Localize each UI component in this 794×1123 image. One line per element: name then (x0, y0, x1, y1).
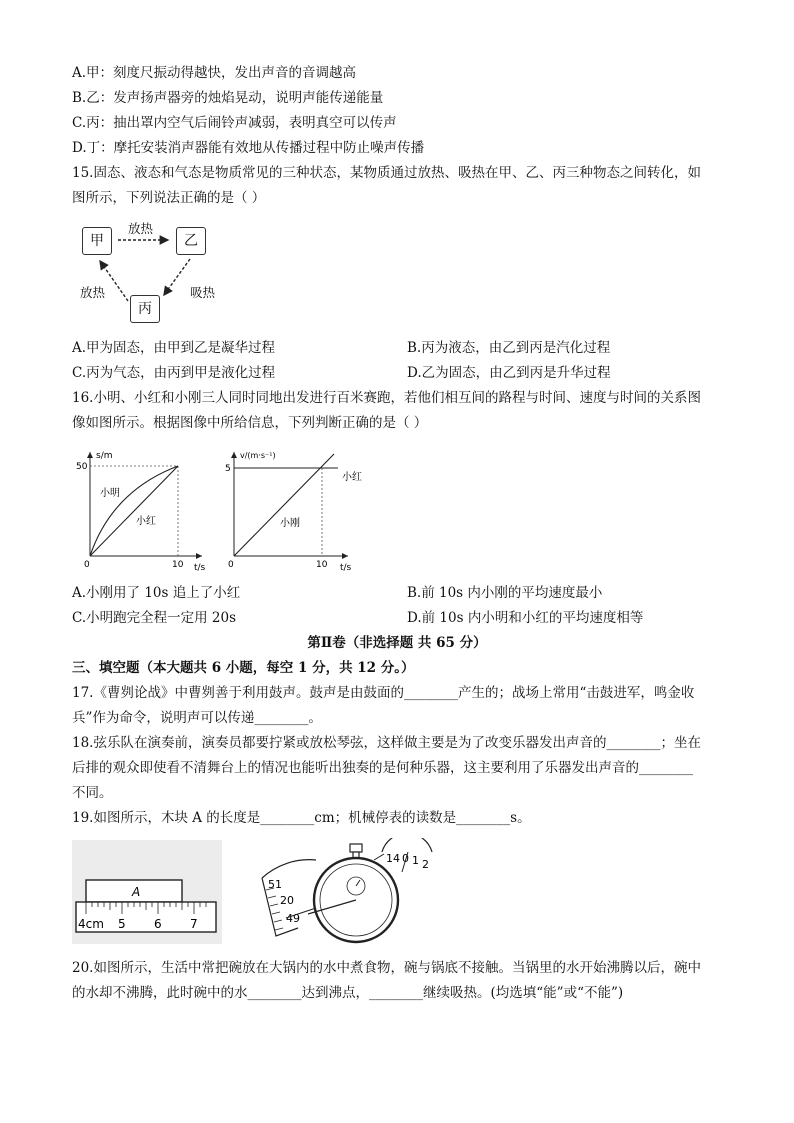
q15-option-c: C.丙为气态，由丙到甲是液化过程 (72, 365, 276, 381)
graph2-line-label-xiaohong: 小红 (342, 472, 362, 483)
ruler-figure (72, 840, 222, 944)
q18-line3: 不同。 (72, 785, 113, 801)
distance-time-graph (72, 446, 212, 576)
graph1-x-tick: 10 (172, 560, 184, 570)
q16-stem-line2: 像如图所示。根据图像中所给信息，下列判断正确的是（ ） (72, 415, 428, 431)
q18-line2: 后排的观众即使看不清舞台上的情况也能听出独奏的是何种乐器，这主要利用了乐器发出声音的________ (72, 760, 693, 776)
graph1-y-tick: 50 (76, 462, 88, 472)
state-box-bing: 丙 (130, 295, 160, 323)
arrow-label-absorb-heat: 吸热 (190, 285, 216, 300)
q19-line1: 19.如图所示，木块 A 的长度是________cm；机械停表的读数是________s。 (72, 810, 531, 826)
magnified-scale-20: 20 (280, 894, 294, 907)
q15-option-b: B.丙为液态，由乙到丙是汽化过程 (407, 340, 611, 356)
graph2-origin: 0 (228, 560, 234, 570)
magnified-minute-1: 1 (412, 854, 419, 867)
graph2-x-tick: 10 (316, 560, 328, 570)
state-box-yi: 乙 (176, 227, 206, 255)
q15-option-a: A.甲为固态，由甲到乙是凝华过程 (72, 340, 276, 356)
stopwatch-figure (246, 838, 446, 946)
stopwatch-crown (350, 844, 362, 852)
q16-option-c: C.小明跑完全程一定用 20s (72, 610, 237, 626)
ruler-unit-label: 4cm (78, 917, 104, 931)
state-change-diagram (72, 215, 232, 335)
magnified-scale-51: 51 (268, 878, 282, 891)
ruler-tick-5: 5 (118, 917, 126, 931)
q14-option-a: A.甲：刻度尺振动得越快，发出声音的音调越高 (72, 65, 357, 81)
section3-title: 三、填空题（本大题共 6 小题，每空 1 分，共 12 分。） (72, 660, 415, 676)
speed-time-graph (222, 446, 372, 576)
magnified-minute-14: 14 (386, 852, 400, 865)
q14-option-d: D.丁：摩托安装消声器能有效地从传播过程中防止噪声传播 (72, 140, 425, 156)
graph1-curve-label-xiaohong: 小红 (136, 516, 156, 527)
part2-title: 第Ⅱ卷（非选择题 共 65 分） (307, 635, 487, 651)
graph1-xlabel: t/s (194, 563, 206, 573)
arrow-label-release-heat-left: 放热 (80, 285, 106, 300)
graph2-xlabel: t/s (340, 563, 352, 573)
q16-stem-line1: 16.小明、小红和小刚三人同时同地出发进行百米赛跑，若他们相互间的路程与时间、速度与时间的关系图 (72, 390, 701, 406)
magnified-minute-0: 0 (402, 852, 409, 865)
graph1-curve-label-xiaoming: 小明 (100, 488, 120, 499)
state-box-jia: 甲 (82, 227, 112, 255)
q18-line1: 18.弦乐队在演奏前，演奏员都要拧紧或放松琴弦，这样做主要是为了改变乐器发出声音的________；坐在 (72, 735, 701, 751)
q16-option-d: D.前 10s 内小明和小红的平均速度相等 (407, 610, 644, 626)
q16-option-b: B.前 10s 内小刚的平均速度最小 (407, 585, 603, 601)
q14-option-b: B.乙：发声扬声器旁的烛焰晃动，说明声能传递能量 (72, 90, 384, 106)
q14-option-c: C.丙：抽出罩内空气后闹铃声减弱，表明真空可以传声 (72, 115, 397, 131)
graph2-line-label-xiaogang: 小刚 (280, 518, 300, 529)
q16-option-a: A.小刚用了 10s 追上了小红 (72, 585, 241, 601)
graph1-origin: 0 (84, 560, 90, 570)
q15-stem-line2: 图所示，下列说法正确的是（ ） (72, 190, 266, 206)
q20-line2: 的水却不沸腾，此时碗中的水________达到沸点，________继续吸热。(均选填“能”或“不能”) (72, 985, 624, 1001)
ruler-tick-6: 6 (154, 917, 162, 931)
q17-line1: 17.《曹刿论战》中曹刿善于利用鼓声。鼓声是由鼓面的________产生的；战场上常用“击鼓进军，鸣金收 (72, 685, 695, 701)
q15-stem-line1: 15.固态、液态和气态是物质常见的三种状态，某物质通过放热、吸热在甲、乙、丙三种物态之间转化，如 (72, 165, 701, 181)
graph2-ylabel: v/(m·s⁻¹) (240, 451, 276, 460)
graph1-ylabel: s/m (96, 451, 113, 461)
graph2-y-tick: 5 (225, 464, 231, 474)
q17-line2: 兵”作为命令，说明声可以传递________。 (72, 710, 322, 726)
block-label: A (132, 885, 141, 899)
magnified-minute-2: 2 (422, 858, 429, 871)
magnified-scale-49: 49 (286, 912, 300, 925)
q20-line1: 20.如图所示，生活中常把碗放在大锅内的水中煮食物，碗与锅底不接触。当锅里的水开始沸腾以后，碗中 (72, 960, 701, 976)
q15-option-d: D.乙为固态，由乙到丙是升华过程 (407, 365, 611, 381)
arrow-label-release-heat-top: 放热 (128, 221, 154, 236)
ruler-tick-7: 7 (190, 917, 198, 931)
